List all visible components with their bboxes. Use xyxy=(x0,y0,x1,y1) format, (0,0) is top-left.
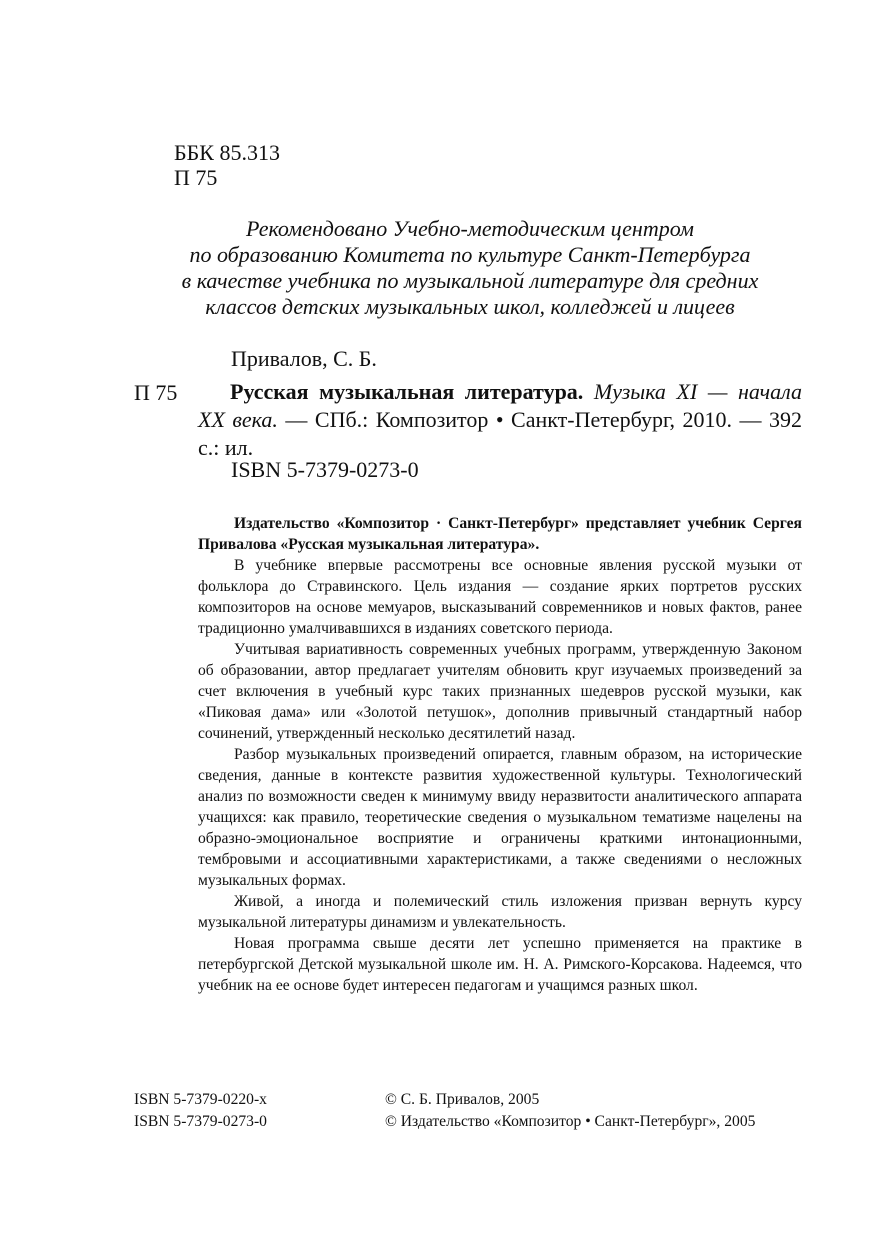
copyright-line: © С. Б. Привалов, 2005 xyxy=(385,1091,540,1108)
book-title: Русская музыкальная литература. xyxy=(230,379,584,404)
annotation-paragraph: Разбор музыкальных произведений опирается, главным образом, на исторические сведения, данные в контексте развития художественной культуры. Технологический анализ по возможности сведен к минимуму ввиду неразвитости аналитического аппарата учащихся: как правило, теоретические сведения о музыкальном тематизме нацелены на образно-эмоциональное восприятие и ограничены краткими интонационными, тембровыми и ассоциативными характеристиками, а также сведениями о несложных музыкальных формах. xyxy=(198,746,802,889)
recommendation-line: в качестве учебника по музыкальной литературе для средних xyxy=(181,268,759,293)
footer-isbn-list xyxy=(134,1089,267,1133)
catalog-code: П 75 xyxy=(134,380,178,405)
footer-copyright-list xyxy=(385,1089,755,1133)
classification-block xyxy=(174,140,280,190)
annotation-paragraph: Учитывая вариативность современных учебных программ, утвержденную Законом об образовании, автор предлагает учителям обновить круг изучаемых произведений за счет включения в учебный курс таких признанных шедевров русской музыки, как «Пиковая дама» или «Золотой петушок», дополнив привычный стандартный набор сочинений, утвержденный несколько десятилетий назад. xyxy=(198,641,802,742)
copyright-line: © Издательство «Композитор • Санкт-Петербург», 2005 xyxy=(385,1113,756,1130)
annotation-lead: Издательство «Композитор · Санкт-Петербург» представляет учебник Сергея Привалова «Русская музыкальная литература». xyxy=(198,515,802,553)
bbk-code: ББК 85.313 xyxy=(174,140,280,165)
annotation-paragraph: Живой, а иногда и полемический стиль изложения призван вернуть курсу музыкальной литературы динамизм и увлекательность. xyxy=(198,893,802,931)
footer-isbn: ISBN 5-7379-0220-x xyxy=(134,1091,267,1108)
author-mark: П 75 xyxy=(174,165,218,190)
bibliographic-entry xyxy=(198,378,802,462)
annotation xyxy=(198,513,802,996)
recommendation-line: классов детских музыкальных школ, колледжей и лицеев xyxy=(205,294,735,319)
main-isbn: ISBN 5-7379-0273-0 xyxy=(231,457,419,482)
author-name: Привалов, С. Б. xyxy=(231,346,377,371)
recommendation-notice xyxy=(100,216,840,320)
annotation-paragraph: В учебнике впервые рассмотрены все основные явления русской музыки от фольклора до Стравинского. Цель издания — создание ярких портретов русских композиторов на основе мемуаров, высказываний современников и новых фактов, ранее традиционно умалчивавшихся в изданиях советского периода. xyxy=(198,557,802,637)
recommendation-line: Рекомендовано Учебно-методическим центром xyxy=(246,216,694,241)
book-imprint: — СПб.: Композитор • Санкт-Петербург, 2010. — 392 с.: ил. xyxy=(198,407,802,460)
book-subtitle: Музыка XI — начала XX века. xyxy=(198,379,802,432)
recommendation-line: по образованию Комитета по культуре Санкт-Петербурга xyxy=(189,242,751,267)
annotation-paragraph: Новая программа свыше десяти лет успешно применяется на практике в петербургской Детской музыкальной школе им. Н. А. Римского-Корсакова. Надеемся, что учебник на ее основе будет интересен педагогам и учащимся разных школ. xyxy=(198,935,802,994)
footer-isbn: ISBN 5-7379-0273-0 xyxy=(134,1113,267,1130)
